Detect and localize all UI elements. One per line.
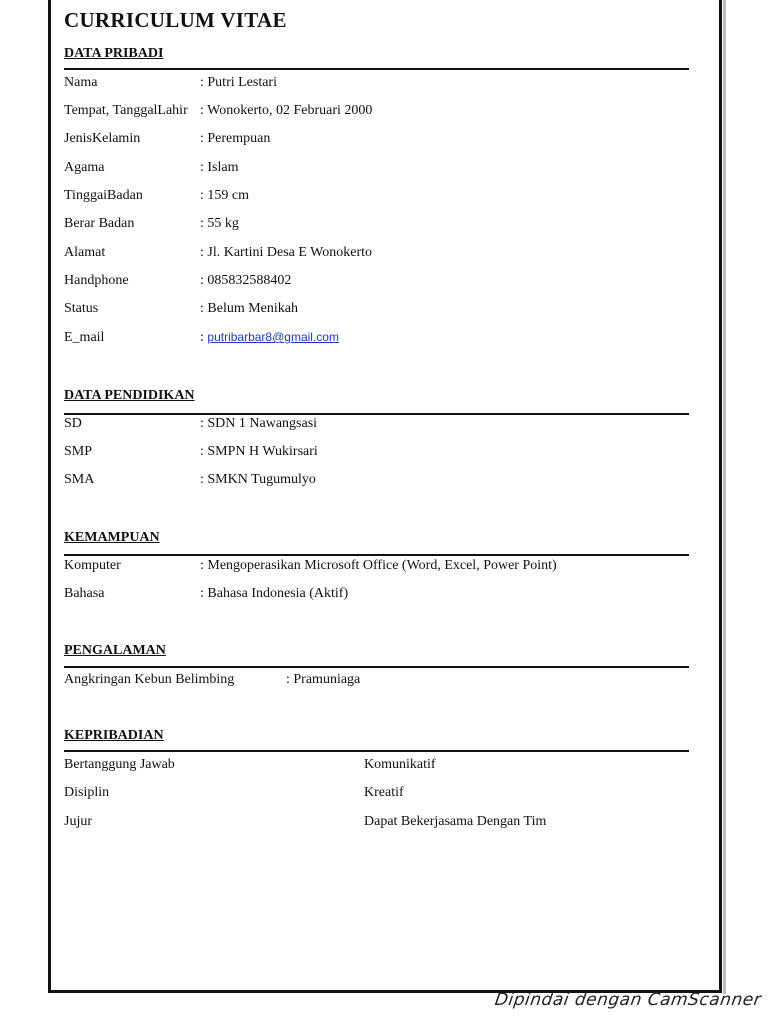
field-label-email: E_mail (64, 330, 105, 345)
field-label-height: TinggaiBadan (64, 188, 143, 203)
skill-label-computer: Komputer (64, 558, 121, 573)
field-label-name: Nama (64, 75, 98, 90)
trait-left-3: Jujur (64, 814, 92, 829)
field-label-phone: Handphone (64, 273, 129, 288)
field-value-birth: : Wonokerto, 02 Februari 2000 (200, 103, 373, 118)
skill-label-language: Bahasa (64, 586, 105, 601)
field-value-address: : Jl. Kartini Desa E Wonokerto (200, 245, 373, 260)
field-label-birth: Tempat, TanggalLahir (64, 103, 188, 118)
field-value-religion: : Islam (200, 160, 239, 175)
field-value-height: : 159 cm (200, 188, 249, 203)
section-rule (64, 666, 689, 668)
section-rule (64, 68, 689, 70)
edu-value-sma: : SMKN Tugumulyo (200, 472, 316, 487)
field-value-gender: : Perempuan (200, 131, 271, 146)
trait-right-2: Kreatif (364, 785, 404, 800)
field-label-address: Alamat (64, 245, 106, 260)
field-value-status: : Belum Menikah (200, 301, 298, 316)
scanner-watermark: Dipindai dengan CamScanner (493, 990, 763, 1010)
section-heading-education: DATA PENDIDIKAN (64, 388, 195, 403)
section-heading-personal: DATA PRIBADI (64, 46, 164, 61)
trait-left-1: Bertanggung Jawab (64, 757, 175, 772)
page-edge-shadow (723, 0, 726, 994)
section-heading-personality: KEPRIBADIAN (64, 728, 164, 743)
section-heading-skills: KEMAMPUAN (64, 530, 160, 545)
section-rule (64, 750, 689, 752)
skill-value-language: : Bahasa Indonesia (Aktif) (200, 586, 349, 601)
trait-right-1: Komunikatif (364, 757, 436, 772)
field-value-name: : Putri Lestari (200, 75, 277, 90)
edu-label-sma: SMA (64, 472, 95, 487)
edu-value-sd: : SDN 1 Nawangsasi (200, 416, 318, 431)
edu-label-sd: SD (64, 416, 82, 431)
experience-role: : Pramuniaga (286, 672, 361, 687)
field-label-gender: JenisKelamin (64, 131, 141, 146)
document-page (48, 0, 722, 993)
field-label-religion: Agama (64, 160, 105, 175)
section-heading-experience: PENGALAMAN (64, 643, 166, 658)
field-value-email (200, 330, 339, 346)
edu-label-smp: SMP (64, 444, 93, 459)
trait-right-3: Dapat Bekerjasama Dengan Tim (364, 814, 547, 829)
section-rule (64, 554, 689, 556)
trait-left-2: Disiplin (64, 785, 110, 800)
field-label-weight: Berar Badan (64, 216, 135, 231)
document-title: CURRICULUM VITAE (64, 8, 287, 32)
email-colon: : (200, 330, 204, 345)
skill-value-computer: : Mengoperasikan Microsoft Office (Word, Excel, Power Point) (200, 558, 557, 573)
section-rule (64, 413, 689, 415)
experience-place: Angkringan Kebun Belimbing (64, 672, 235, 687)
field-value-phone: : 085832588402 (200, 273, 292, 288)
field-label-status: Status (64, 301, 99, 316)
email-link[interactable]: putribarbar8@gmail.com (207, 330, 339, 344)
field-value-weight: : 55 kg (200, 216, 239, 231)
edu-value-smp: : SMPN H Wukirsari (200, 444, 318, 459)
